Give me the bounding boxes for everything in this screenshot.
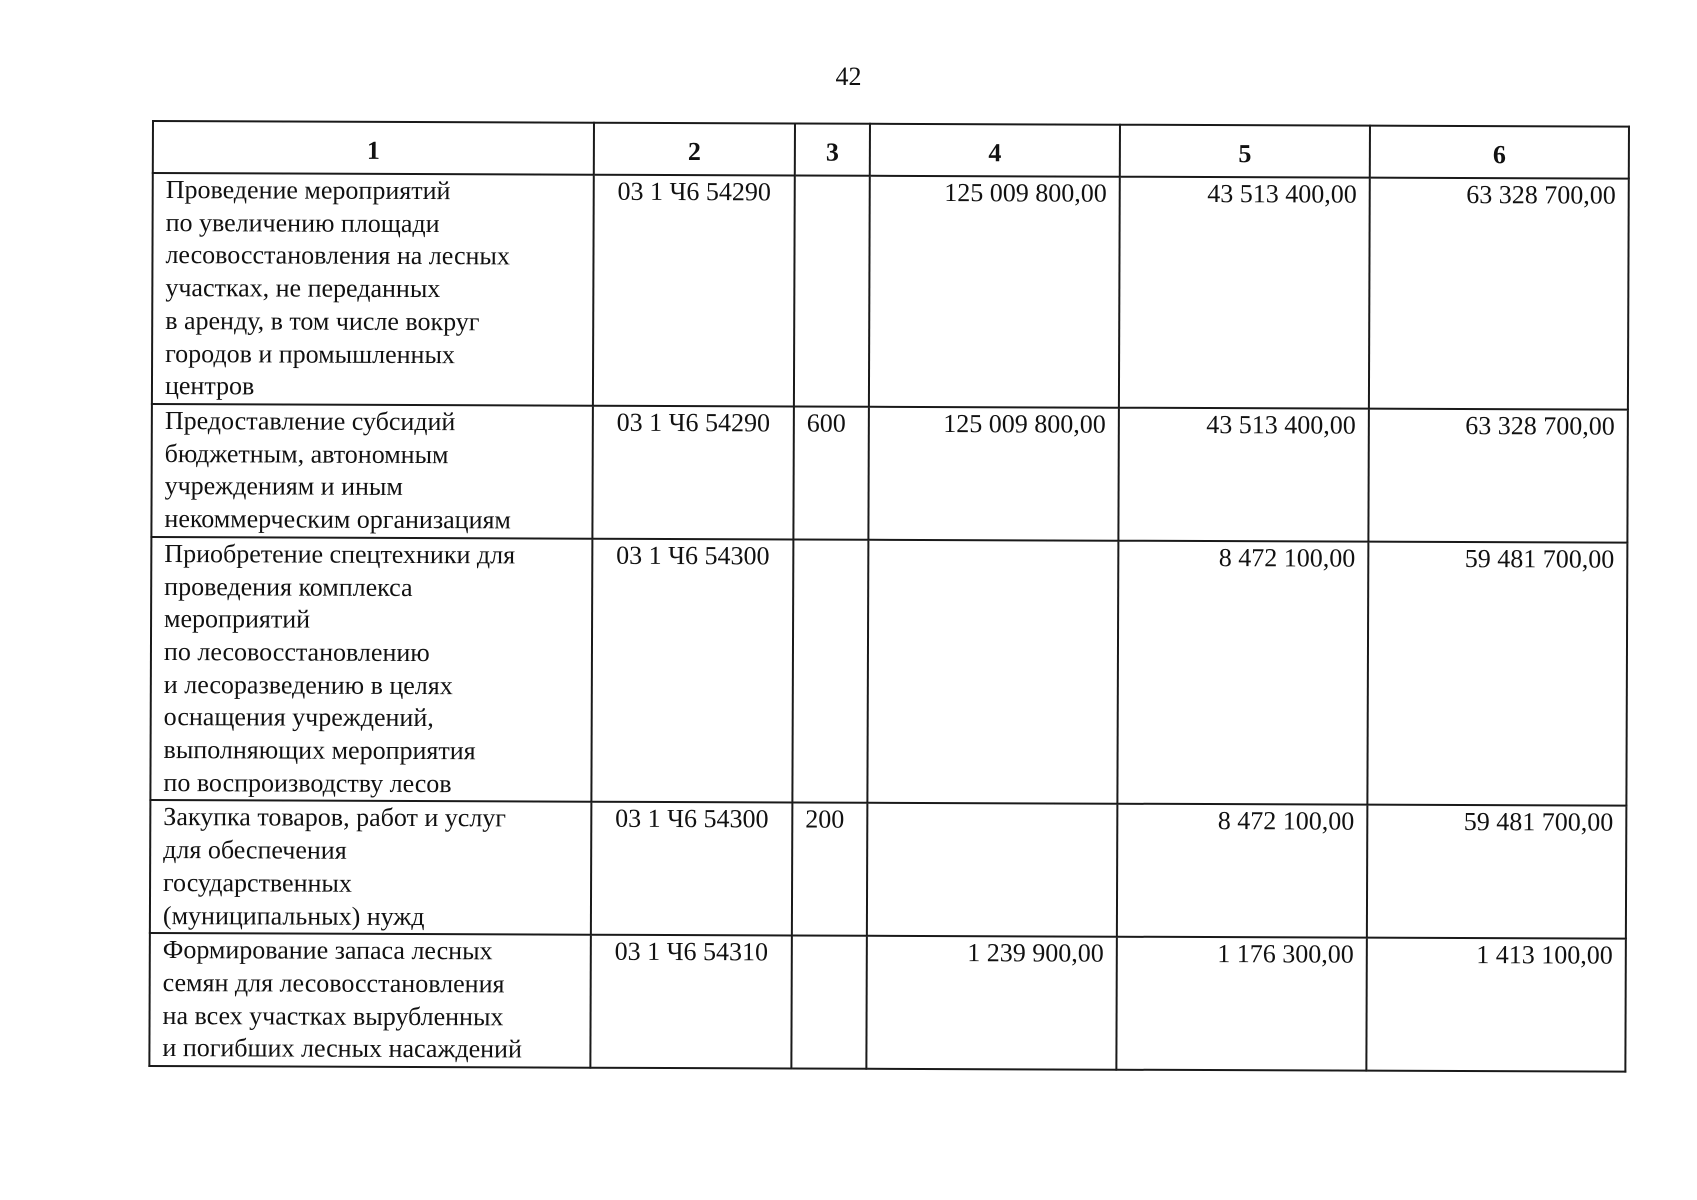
row-amount-col4 — [867, 803, 1118, 937]
row-code: 03 1 Ч6 54300 — [591, 539, 793, 803]
row-amount-col4 — [867, 540, 1118, 805]
row-code: 03 1 Ч6 54310 — [590, 935, 792, 1069]
row-description: Формирование запаса лесных семян для лесовосстановления на всех участках вырубленных и погибших лесных насаждений — [149, 933, 591, 1068]
table-row — [150, 800, 1626, 938]
row-expense-kind — [794, 175, 870, 406]
row-amount-col6: 63 328 700,00 — [1368, 409, 1628, 543]
row-amount-col5: 8 472 100,00 — [1117, 804, 1368, 938]
row-amount-col4: 1 239 900,00 — [866, 936, 1117, 1070]
row-code: 03 1 Ч6 54290 — [593, 175, 795, 407]
row-expense-kind: 200 — [792, 803, 868, 936]
row-amount-col6: 1 413 100,00 — [1366, 938, 1626, 1072]
row-expense-kind: 600 — [793, 406, 869, 539]
row-code: 03 1 Ч6 54290 — [592, 406, 794, 540]
column-header-6: 6 — [1370, 126, 1629, 179]
row-amount-col4: 125 009 800,00 — [869, 176, 1120, 408]
row-amount-col5: 1 176 300,00 — [1116, 937, 1367, 1071]
column-header-4: 4 — [870, 124, 1120, 177]
row-description: Приобретение спецтехники для проведения комплекса мероприятий по лесовосстановлению и лесоразведению в целях оснащения учреждений, выполняющих мероприятия по воспроизводству лесов — [150, 537, 592, 802]
row-amount-col4: 125 009 800,00 — [868, 407, 1119, 541]
row-description: Проведение мероприятий по увеличению площади лесовосстановления на лесных участках, не переданных в аренду, в том числе вокруг городов и промышленных центров — [152, 173, 594, 406]
row-amount-col5: 8 472 100,00 — [1117, 541, 1368, 806]
column-header-1: 1 — [153, 121, 594, 175]
budget-table — [148, 120, 1630, 1073]
row-amount-col6: 59 481 700,00 — [1367, 805, 1627, 939]
row-expense-kind — [791, 936, 867, 1069]
table-row — [152, 173, 1629, 410]
row-description: Закупка товаров, работ и услуг для обеспечения государственных (муниципальных) нужд — [150, 800, 592, 935]
column-header-3: 3 — [795, 123, 870, 175]
row-expense-kind — [792, 539, 868, 803]
row-code: 03 1 Ч6 54300 — [591, 802, 793, 936]
table-row — [149, 933, 1625, 1071]
row-amount-col6: 59 481 700,00 — [1367, 541, 1627, 806]
row-amount-col5: 43 513 400,00 — [1119, 177, 1370, 409]
column-header-2: 2 — [594, 123, 795, 176]
row-amount-col5: 43 513 400,00 — [1118, 408, 1369, 542]
page-number: 42 — [835, 62, 862, 91]
row-amount-col6: 63 328 700,00 — [1369, 178, 1629, 410]
column-header-5: 5 — [1120, 125, 1370, 178]
table-row — [151, 404, 1627, 542]
table-header-row — [153, 121, 1629, 179]
table-row — [150, 537, 1627, 806]
row-description: Предоставление субсидий бюджетным, автономным учреждениям и иным некоммерческим организациям — [151, 404, 593, 539]
